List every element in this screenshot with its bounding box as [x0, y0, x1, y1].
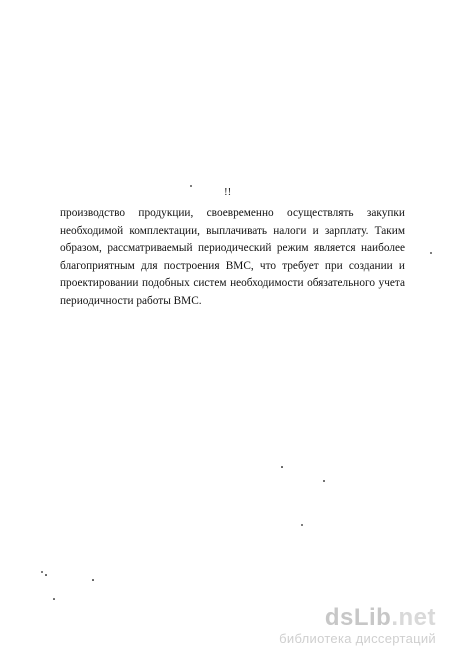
word: для [140, 259, 158, 272]
word: и [312, 224, 319, 237]
text-line-1 [60, 205, 405, 223]
text-line-5 [60, 275, 405, 293]
word: образом, [60, 242, 102, 254]
word: производство [60, 207, 126, 219]
word: Таким [374, 224, 405, 237]
text-line-3 [60, 240, 405, 258]
page-number: !! [224, 186, 232, 198]
scan-speck [190, 185, 192, 187]
scan-speck [301, 524, 303, 526]
word: комплектации, [129, 224, 200, 237]
scan-speck [281, 466, 283, 468]
word: зарплату. [324, 224, 369, 237]
site-watermark [256, 605, 436, 646]
word: при [324, 259, 343, 272]
text-line-2 [60, 223, 405, 241]
word: необходимой [60, 224, 124, 237]
word: режим [276, 242, 309, 254]
word: является [314, 242, 356, 254]
word: создании [348, 259, 393, 272]
text-line-4 [60, 258, 405, 276]
word: построения [163, 259, 220, 272]
word: что [259, 259, 277, 272]
scan-speck [323, 480, 325, 482]
scan-speck [45, 574, 47, 576]
word: периодичности работы ВМС. [60, 294, 202, 307]
word: закупки [366, 207, 405, 219]
word: проектировании [60, 277, 139, 289]
word: своевременно [206, 207, 274, 219]
word: выплачивать [206, 224, 268, 237]
word: наиболее [360, 242, 405, 254]
scan-speck [92, 579, 94, 581]
word: и [398, 259, 405, 272]
scan-speck [53, 598, 55, 600]
word: продукции, [138, 207, 194, 219]
word: систем [193, 277, 227, 289]
word: периодический [198, 242, 272, 254]
watermark-logo-main: dsLib [324, 604, 392, 631]
word: требует [282, 259, 319, 272]
word: благоприятным [60, 259, 135, 272]
text-line-6 [60, 293, 405, 311]
word: обязательного [307, 277, 375, 289]
watermark-logo [256, 605, 436, 631]
word: осуществлять [287, 207, 354, 219]
word: налоги [273, 224, 307, 237]
word: учета [378, 277, 405, 289]
scan-speck [41, 571, 43, 573]
word: ВМС, [225, 259, 254, 272]
scan-speck [430, 252, 432, 254]
word: необходимости [230, 277, 304, 289]
watermark-logo-accent: .net [391, 604, 436, 631]
word: подобных [142, 277, 190, 289]
watermark-subtitle: библиотека диссертаций [279, 631, 436, 646]
word: рассматриваемый [107, 242, 193, 254]
body-paragraph [60, 205, 405, 310]
